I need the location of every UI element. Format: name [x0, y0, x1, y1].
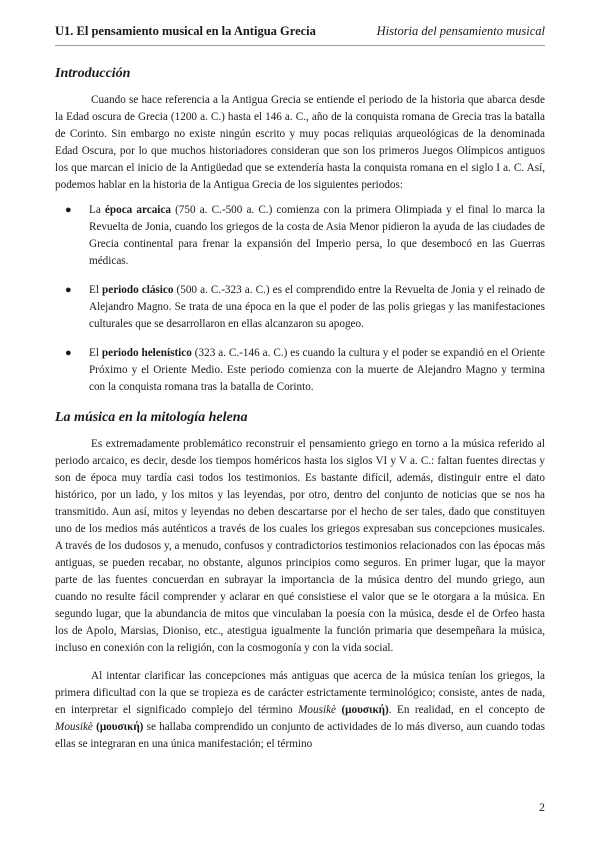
period-prefix: El [89, 284, 103, 296]
period-term: época arcaica [104, 204, 171, 216]
document-body [55, 60, 545, 753]
periods-list [55, 202, 545, 396]
greek-term: (μουσική) [92, 721, 144, 733]
page-number: 2 [539, 800, 545, 814]
period-text: (500 a. C.-323 a. C.) es el comprendido entre la Revuelta de Jonia y el reinado de Alejandro Magno. Se trata de una época en la que el poder de las polis griegas y las manifestaciones culturales que se desarrollaron en ellas alcanzaron su apogeo. [89, 284, 545, 330]
paragraph-text: Al intentar clarificar las concepciones más antiguas que acerca de la música tenían los griegos, la primera dificultad con la que se tropieza es de carácter estrictamente terminológico; consiste, antes de nada, en interpretar el significado complejo del término [55, 670, 545, 716]
greek-term: (μουσική) [336, 704, 389, 716]
period-text: (323 a. C.-146 a. C.) es cuando la cultura y el poder se expandió en el Oriente Próximo y el Oriente Medio. Este periodo comienza con la muerte de Alejandro Magno y termina con la conquista romana tras la batalla de Corinto. [89, 347, 545, 393]
period-term: periodo helenístico [101, 347, 192, 359]
term-mousike: Mousikè [298, 704, 336, 716]
paragraph-text: . En realidad, en el concepto de [388, 704, 545, 716]
bullet-icon: ● [65, 204, 72, 216]
period-item-hellenistic [65, 345, 545, 396]
section-title-mythology: La música en la mitología helena [55, 410, 248, 425]
bullet-icon: ● [65, 284, 72, 296]
period-text: (750 a. C.-500 a. C.) comienza con la primera Olimpiada y el final lo marca la Revuelta de Jonia, cuando los griegos de la costa de Asia Menor pidieron la ayuda de las ciudades de Grecia continental para frenar la expansión del Imperio persa, lo que desembocó en las Guerras médicas. [89, 204, 545, 267]
bullet-icon: ● [65, 347, 72, 359]
period-prefix: El [89, 347, 102, 359]
mythology-paragraph: Es extremadamente problemático reconstruir el pensamiento griego en torno a la música referido al periodo arcaico, es decir, desde los tiempos homéricos hasta los siglos VI y V a. C.: faltan fuentes directas y son de época muy tardía casi todos los testimonios. Es bastante difícil, además, distinguir entre el dato histórico, por un lado, y los mitos y las leyendas, por otro, dentro del conjunto de noticias que se nos ha transmitido. Aun así, mitos y leyendas no deben descartarse por el hecho de ser tales, dado que constituyen uno de los medios más auténticos a través de los cuales los griegos expresaban sus concepciones musicales. A través de los dudosos y, a menudo, confusos y contradictorios testimonios relacionados con las épocas más antiguas, se pueden recabar, no obstante, algunos principios como seguros. En primer lugar, que la mayor parte de las fuentes concuerdan en subrayar la importancia de la música dentro del mundo griego, aun cuando no resulte fácil comprender y aclarar en qué consistiese el valor que se le otorgara a la música. En segundo lugar, que la abundancia de mitos que vinculaban la poesía con la música, desde el de Orfeo hasta los de Apolo, Marsias, Dioniso, etc., atestigua igualmente la función primaria que desempeñara la música, incluso en conexión con la religión, con la cosmogonía y con la vida social. [55, 438, 545, 654]
period-prefix: La [89, 204, 105, 216]
period-item-archaic [65, 202, 545, 270]
section-title-intro: Introducción [55, 66, 131, 81]
terminology-paragraph [55, 668, 545, 753]
paragraph-text: se hallaba comprendido un conjunto de actividades de lo más diverso, aun cuando todas ellas se integraran en una única manifestación; el término [55, 721, 545, 750]
header-course-title: Historia del pensamiento musical [376, 24, 545, 38]
header-unit-title: U1. El pensamiento musical en la Antigua Grecia [55, 24, 316, 38]
period-item-classical [65, 282, 545, 333]
term-mousike: Mousikè [55, 721, 93, 733]
intro-paragraph: Cuando se hace referencia a la Antigua Grecia se entiende el periodo de la historia que abarca desde la Edad oscura de Grecia (1200 a. C.) hasta el 146 a. C., año de la conquista romana de Grecia tras la batalla de Corinto. Sin embargo no existe ningún escrito y muy pocas reliquias arqueológicas de la denominada Edad Oscura, por lo que muchos historiadores consideran que son los primeros Juegos Olímpicos antiguos los que marcan el inicio de la Antigüedad que se extendería hasta la conquista romana en el siglo I a. C. Así, podemos hablar en la historia de la Antigua Grecia de los siguientes periodos: [55, 94, 545, 191]
page-header [55, 24, 545, 42]
period-term: periodo clásico [102, 284, 174, 296]
header-divider [55, 45, 545, 46]
